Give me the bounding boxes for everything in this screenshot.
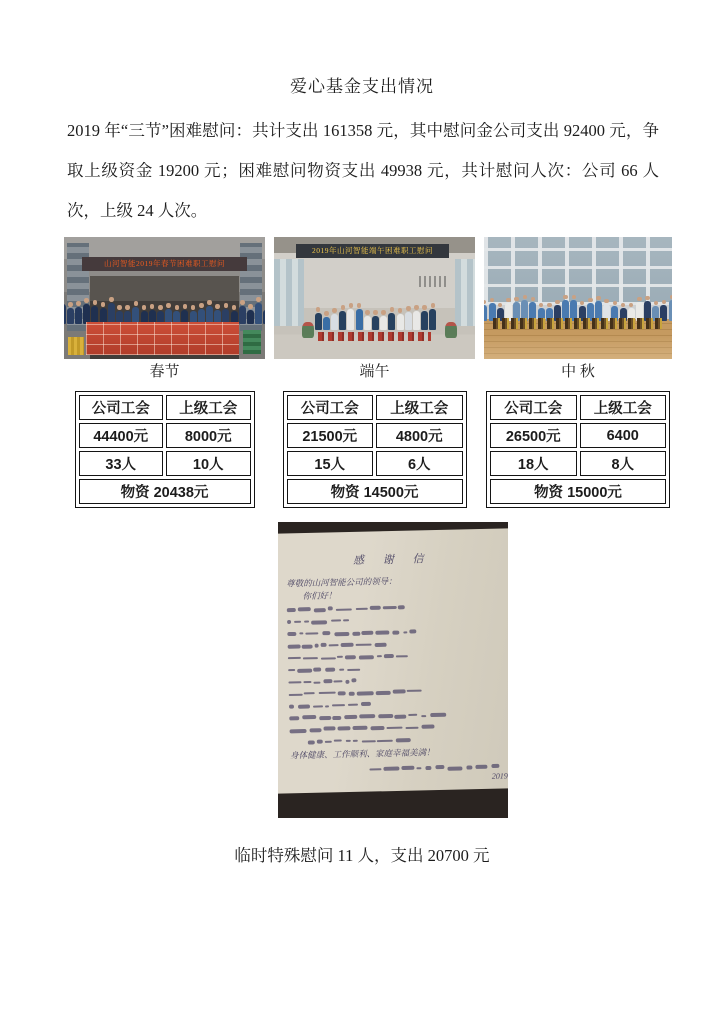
red-gift-bags (318, 332, 431, 341)
letter-signature (290, 762, 508, 786)
header-company-union: 公司工会 (79, 395, 164, 420)
red-gift-boxes (86, 322, 239, 355)
amount-superior: 6400 (580, 423, 667, 448)
people-superior: 6人 (376, 451, 463, 476)
footer-note: 临时特殊慰问 11 人，支出 20700 元 (234, 846, 490, 865)
summary-paragraph: 2019 年“三节”困难慰问：共计支出 161358 元，其中慰问金公司支出 92400 元，争取上级资金 19200 元；困难慰问物资支出 49938 元，共计慰问人次：公司 66 人次，上级 24 人次。 (67, 121, 659, 220)
letter-paper (278, 528, 508, 794)
group-of-workers (90, 297, 239, 324)
header-company-union: 公司工会 (490, 395, 577, 420)
group-of-workers (308, 303, 443, 330)
glass-wall-right (455, 259, 475, 326)
page-title: 爱心基金支出情况 (290, 77, 434, 96)
caption-dragon-boat: 端午 (359, 364, 390, 380)
column-dragon-boat (274, 237, 475, 508)
letter-greeting: 你们好！ (302, 590, 337, 602)
letter-title: 感 谢 信 (352, 553, 432, 567)
signature-year: 2019 (491, 771, 508, 781)
header-superior-union: 上级工会 (166, 395, 251, 420)
banner-dragon-boat: 2019年山河智能端午困难职工慰问 (296, 244, 449, 258)
table-mid-autumn (486, 391, 670, 508)
header-superior-union: 上级工会 (376, 395, 463, 420)
caption-mid-autumn: 中 秋 (561, 364, 595, 380)
wall-lettering (419, 276, 449, 287)
letter-handwritten-body (287, 600, 503, 737)
amount-superior: 8000元 (166, 423, 251, 448)
amount-superior: 4800元 (376, 423, 463, 448)
glass-wall-left (274, 259, 304, 326)
signature-scribble (370, 762, 504, 775)
festival-columns (64, 237, 672, 508)
materials-row: 物资 15000元 (490, 479, 666, 504)
amount-company: 26500元 (490, 423, 577, 448)
materials-row: 物资 20438元 (79, 479, 251, 504)
table-spring-festival (75, 391, 255, 508)
letter-wish-line: 身体健康、工作顺利、家庭幸福美满！ (289, 747, 435, 761)
header-superior-union: 上级工会 (580, 395, 667, 420)
letter-salutation: 尊敬的山河智能公司的领导： (286, 575, 397, 589)
column-mid-autumn (484, 237, 672, 508)
photo-spring-festival (64, 237, 265, 359)
people-company: 15人 (287, 451, 374, 476)
thank-you-letter-photo (278, 522, 508, 818)
amount-company: 21500元 (287, 423, 374, 448)
people-company: 18人 (490, 451, 577, 476)
materials-row: 物资 14500元 (287, 479, 463, 504)
photo-mid-autumn (484, 237, 672, 359)
led-banner-spring: 山河智能2019年春节困难职工慰问 (82, 257, 247, 271)
yellow-gift-stack (68, 337, 84, 355)
caption-spring-festival: 春节 (149, 364, 180, 380)
column-spring-festival (64, 237, 265, 508)
amount-company: 44400元 (79, 423, 164, 448)
gift-bottles-row (493, 318, 662, 329)
people-superior: 8人 (580, 451, 667, 476)
header-company-union: 公司工会 (287, 395, 374, 420)
people-company: 33人 (79, 451, 164, 476)
green-gift-stack (243, 330, 261, 354)
photo-dragon-boat (274, 237, 475, 359)
flower-pot-right (445, 322, 457, 338)
table-dragon-boat (283, 391, 467, 508)
people-superior: 10人 (166, 451, 251, 476)
